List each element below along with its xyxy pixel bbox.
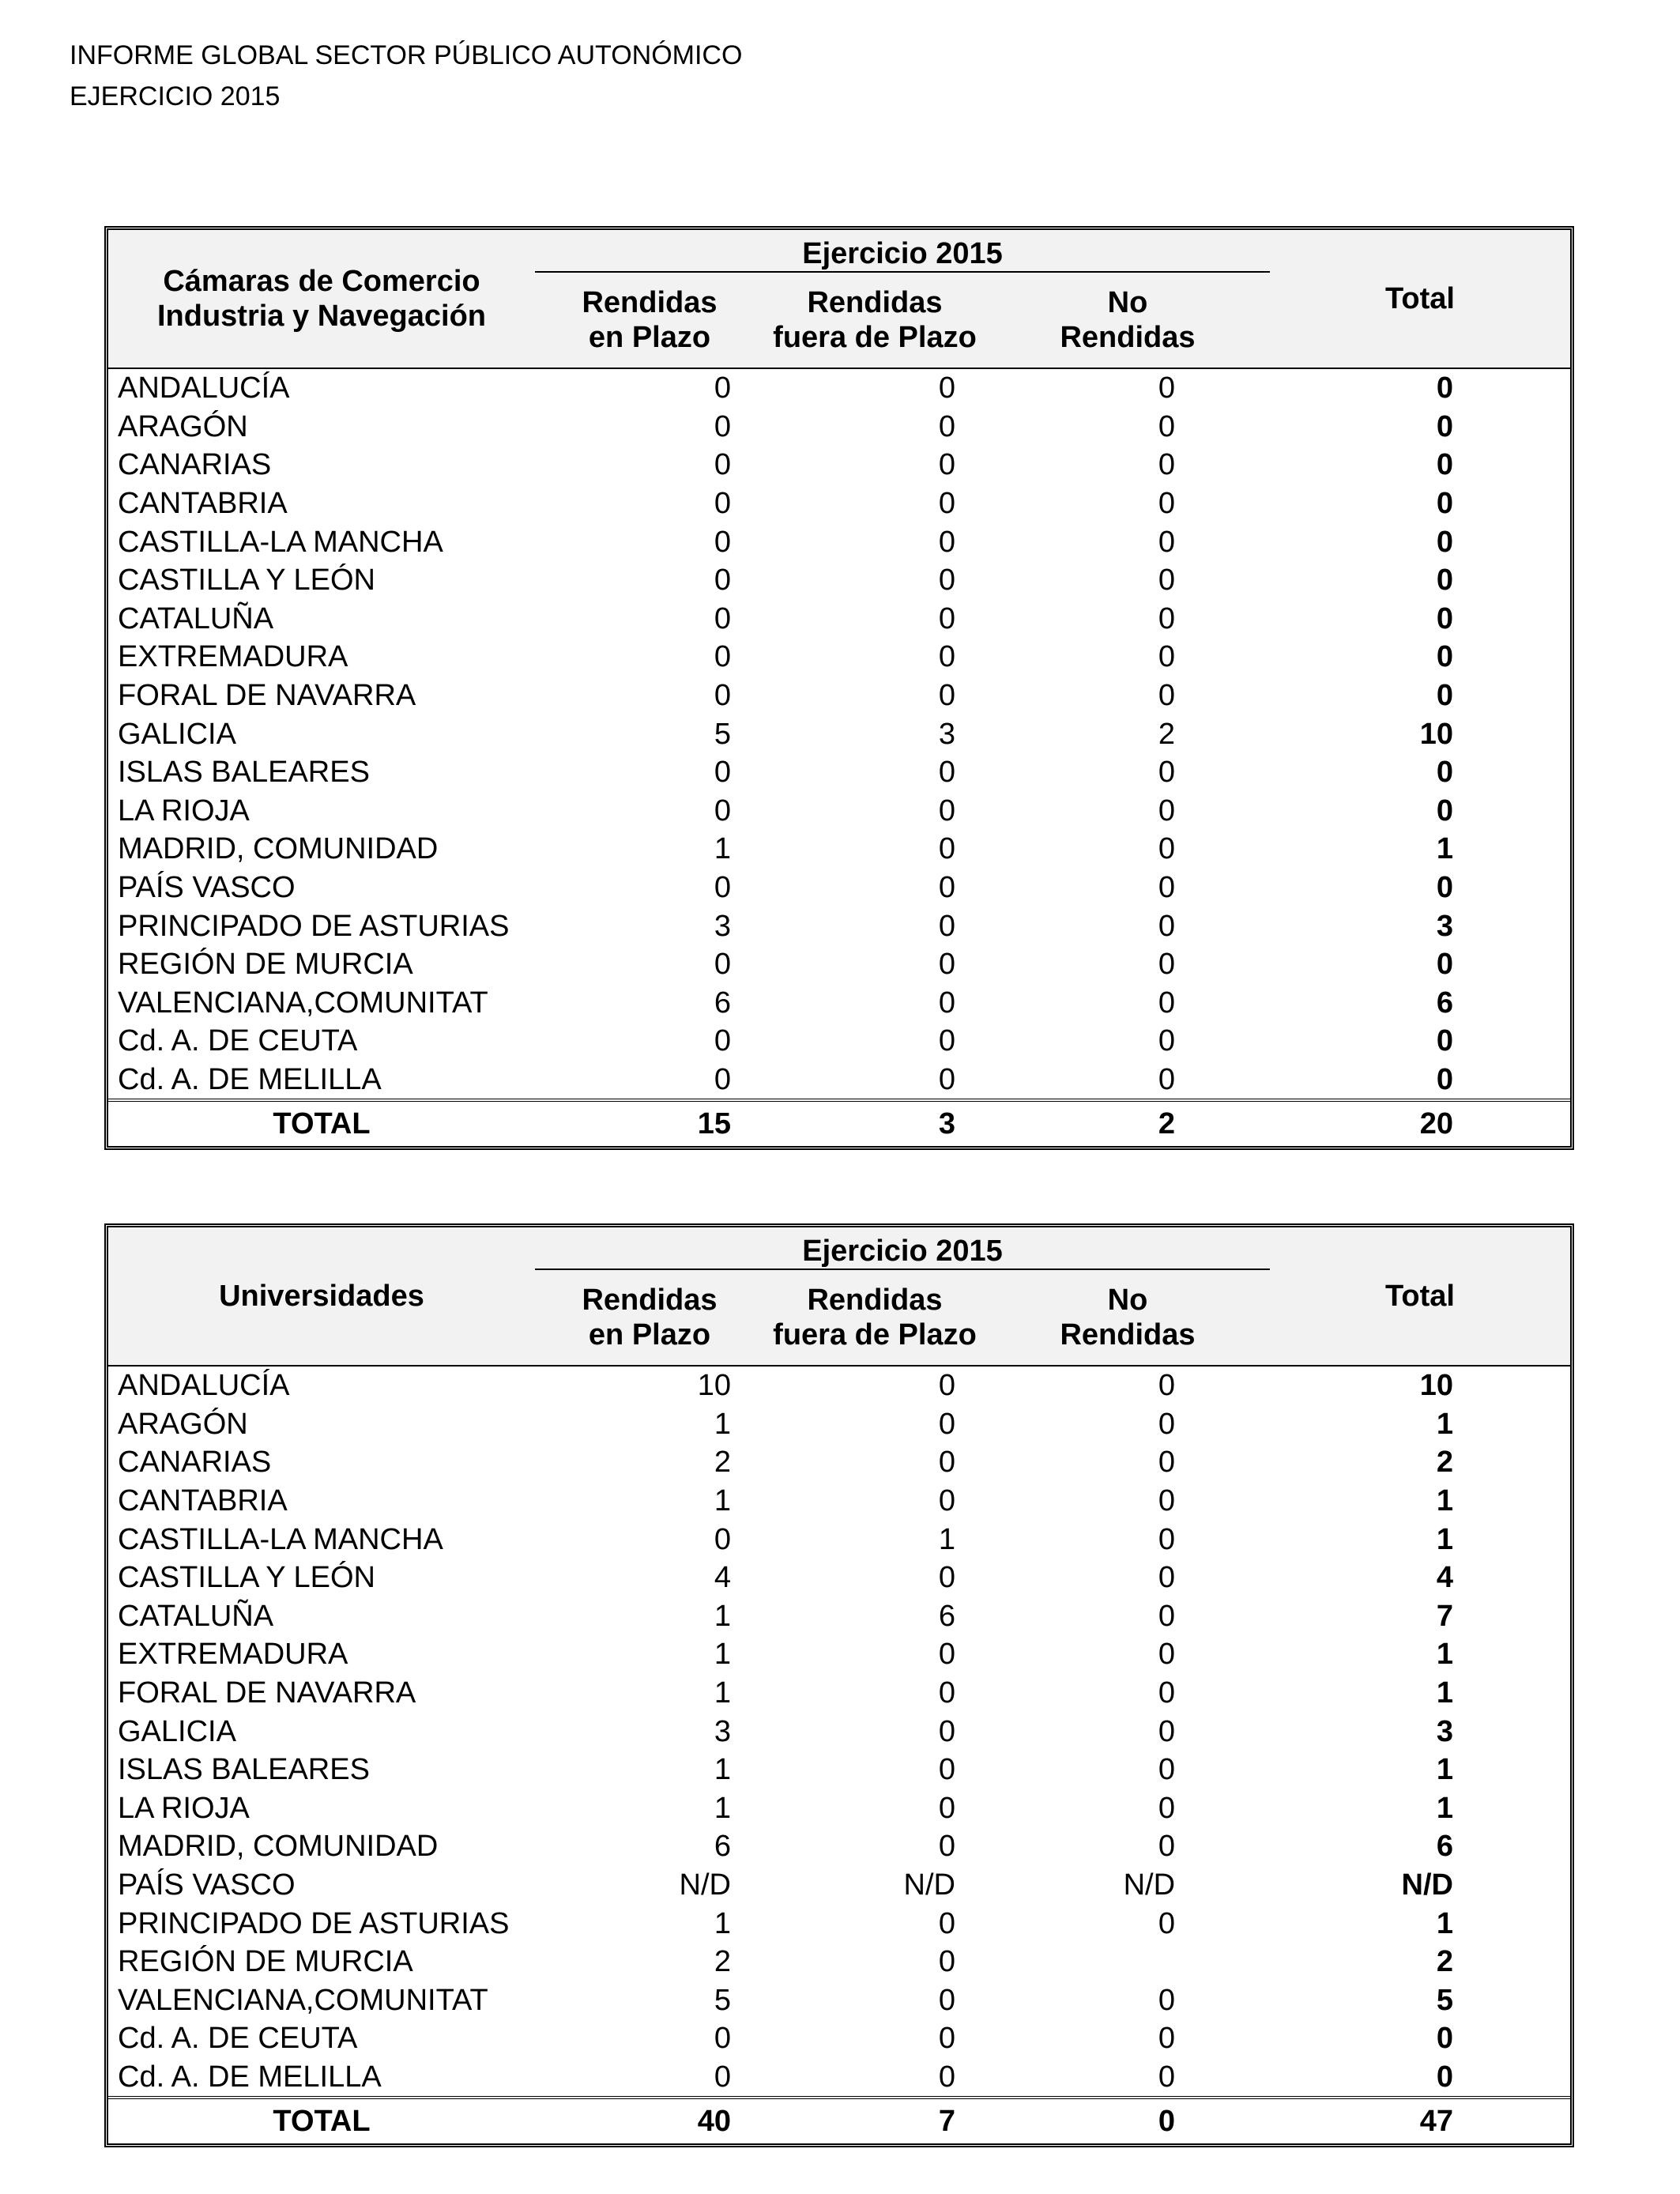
no-rendidas-cell: 0	[1158, 679, 1176, 713]
total-cell: N/D	[1401, 1868, 1453, 1902]
total-cell: 1	[1436, 1522, 1453, 1556]
fuera-plazo-cell: 0	[938, 986, 955, 1020]
total-cell: 0	[1436, 1024, 1453, 1058]
no-rendidas-cell: 2	[1158, 717, 1176, 751]
corner-header: Universidades	[108, 1227, 535, 1366]
group-header: Ejercicio 2015	[535, 230, 1270, 272]
region-name-cell: ANDALUCÍA	[118, 371, 290, 405]
no-rendidas-cell: 0	[1158, 1791, 1176, 1825]
en-plazo-cell: 1	[714, 832, 731, 866]
en-plazo-cell: 0	[714, 756, 731, 790]
en-plazo-cell: 3	[714, 909, 731, 943]
fuera-plazo-cell: 0	[938, 1945, 955, 1979]
table-row	[108, 1635, 1570, 1674]
no-rendidas-cell: 0	[1158, 1561, 1176, 1595]
no-rendidas-cell: 2	[985, 1100, 1270, 1146]
region-name-cell: GALICIA	[118, 1714, 236, 1748]
table-row	[108, 945, 1570, 984]
region-name-cell: CASTILLA Y LEÓN	[118, 1561, 375, 1595]
fuera-plazo-cell: 0	[938, 1407, 955, 1441]
fuera-plazo-cell: 0	[938, 1484, 955, 1518]
col-header-fuera-plazo: Rendidas fuera de Plazo	[764, 272, 985, 368]
en-plazo-cell: 3	[714, 1714, 731, 1748]
fuera-plazo-cell: 0	[938, 2022, 955, 2056]
fuera-plazo-cell: 0	[938, 1714, 955, 1748]
fuera-plazo-cell: 0	[938, 832, 955, 866]
report-title: INFORME GLOBAL SECTOR PÚBLICO AUTONÓMICO	[70, 40, 743, 70]
no-rendidas-cell: 0	[1158, 371, 1176, 405]
no-rendidas-cell: 0	[1158, 1906, 1176, 1940]
camaras-table	[108, 230, 1570, 1146]
table-row	[108, 792, 1570, 831]
region-name-cell: PRINCIPADO DE ASTURIAS	[118, 909, 510, 943]
table-row	[108, 1482, 1570, 1521]
table-row	[108, 2019, 1570, 2058]
fuera-plazo-cell: 0	[938, 1638, 955, 1672]
en-plazo-cell: 15	[535, 1100, 764, 1146]
en-plazo-cell: 0	[714, 448, 731, 482]
fuera-plazo-cell: 0	[938, 371, 955, 405]
total-cell: 47	[1270, 2098, 1570, 2143]
no-rendidas-cell: 0	[1158, 409, 1176, 443]
region-name-cell: REGIÓN DE MURCIA	[118, 948, 413, 982]
region-name-cell: EXTREMADURA	[118, 1638, 348, 1672]
document-header	[70, 35, 742, 117]
total-cell: 10	[1419, 717, 1453, 751]
fuera-plazo-cell: 0	[938, 525, 955, 559]
table-row	[108, 1981, 1570, 2020]
en-plazo-cell: 1	[714, 1484, 731, 1518]
total-row	[108, 2098, 1570, 2143]
region-name-cell: ANDALUCÍA	[118, 1369, 290, 1403]
total-cell: 0	[1436, 487, 1453, 521]
region-name-cell: PRINCIPADO DE ASTURIAS	[118, 1906, 510, 1940]
fuera-plazo-cell: 0	[938, 794, 955, 827]
region-name-cell: FORAL DE NAVARRA	[118, 679, 416, 713]
total-cell: 0	[1436, 2060, 1453, 2094]
no-rendidas-cell: 0	[1158, 1676, 1176, 1710]
total-cell: 1	[1436, 1407, 1453, 1441]
no-rendidas-cell: 0	[1158, 640, 1176, 674]
en-plazo-cell: 2	[714, 1446, 731, 1480]
total-cell: 1	[1436, 1638, 1453, 1672]
en-plazo-cell: N/D	[679, 1868, 731, 1902]
en-plazo-cell: 0	[714, 2022, 731, 2056]
en-plazo-cell: 5	[714, 1983, 731, 2017]
no-rendidas-cell: 0	[1158, 1369, 1176, 1403]
fuera-plazo-cell: 0	[938, 1753, 955, 1787]
en-plazo-cell: 0	[714, 601, 731, 635]
fuera-plazo-cell: 0	[938, 2060, 955, 2094]
table-row	[108, 907, 1570, 945]
table-row	[108, 830, 1570, 869]
en-plazo-cell: 2	[714, 1945, 731, 1979]
fuera-plazo-cell: 3	[764, 1100, 985, 1146]
region-name-cell: LA RIOJA	[118, 794, 250, 827]
no-rendidas-cell: 0	[1158, 525, 1176, 559]
region-name-cell: PAÍS VASCO	[118, 871, 296, 905]
total-cell: 0	[1436, 640, 1453, 674]
table-row	[108, 1943, 1570, 1981]
en-plazo-cell: 0	[714, 640, 731, 674]
fuera-plazo-cell: 0	[938, 1024, 955, 1058]
no-rendidas-cell: 0	[1158, 2022, 1176, 2056]
table-row	[108, 1559, 1570, 1597]
region-name-cell: Cd. A. DE CEUTA	[118, 1024, 358, 1058]
total-cell: 0	[1436, 525, 1453, 559]
total-cell: 0	[1436, 448, 1453, 482]
table-row	[108, 368, 1570, 408]
table-row	[108, 1366, 1570, 1405]
table-row	[108, 1904, 1570, 1943]
en-plazo-cell: 0	[714, 794, 731, 827]
table-row	[108, 1405, 1570, 1444]
col-header-en-plazo: Rendidas en Plazo	[535, 1269, 764, 1366]
table-row	[108, 1061, 1570, 1101]
total-cell: 6	[1436, 1830, 1453, 1864]
total-header: Total	[1270, 230, 1570, 368]
no-rendidas-cell: 0	[1158, 1407, 1176, 1441]
table-row	[108, 1789, 1570, 1828]
total-cell: 10	[1419, 1369, 1453, 1403]
region-name-cell: CATALUÑA	[118, 601, 274, 635]
table-row	[108, 2058, 1570, 2098]
en-plazo-cell: 1	[714, 1906, 731, 1940]
fuera-plazo-cell: 0	[938, 1791, 955, 1825]
fuera-plazo-cell: 0	[938, 1830, 955, 1864]
en-plazo-cell: 1	[714, 1753, 731, 1787]
total-cell: 6	[1436, 986, 1453, 1020]
total-cell: 3	[1436, 909, 1453, 943]
region-name-cell: EXTREMADURA	[118, 640, 348, 674]
camaras-table-frame	[104, 226, 1574, 1150]
region-name-cell: Cd. A. DE MELILLA	[118, 1062, 382, 1096]
region-name-cell: ARAGÓN	[118, 409, 248, 443]
total-cell: 0	[1436, 564, 1453, 598]
report-year: EJERCICIO 2015	[70, 81, 281, 111]
total-cell: 2	[1436, 1446, 1453, 1480]
fuera-plazo-cell: 0	[938, 409, 955, 443]
en-plazo-cell: 4	[714, 1561, 731, 1595]
region-name-cell: ISLAS BALEARES	[118, 756, 370, 790]
region-name-cell: CANARIAS	[118, 1446, 272, 1480]
group-header: Ejercicio 2015	[535, 1227, 1270, 1269]
en-plazo-cell: 1	[714, 1407, 731, 1441]
region-name-cell: CASTILLA Y LEÓN	[118, 564, 375, 598]
total-cell: 1	[1436, 832, 1453, 866]
no-rendidas-cell: 0	[1158, 948, 1176, 982]
no-rendidas-cell: 0	[1158, 1983, 1176, 2017]
total-header: Total	[1270, 1227, 1570, 1366]
fuera-plazo-cell: N/D	[903, 1868, 955, 1902]
no-rendidas-cell: 0	[1158, 794, 1176, 827]
no-rendidas-cell: N/D	[1123, 1868, 1176, 1902]
table-row	[108, 1866, 1570, 1905]
no-rendidas-cell: 0	[1158, 448, 1176, 482]
corner-header: Cámaras de Comercio Industria y Navegación	[108, 230, 535, 368]
total-cell: 0	[1436, 794, 1453, 827]
table-row	[108, 869, 1570, 907]
universidades-table-frame	[104, 1223, 1574, 2147]
col-header-en-plazo: Rendidas en Plazo	[535, 272, 764, 368]
fuera-plazo-cell: 0	[938, 1561, 955, 1595]
region-name-cell: VALENCIANA,COMUNITAT	[118, 1983, 488, 2017]
col-header-no-rendidas: No Rendidas	[985, 1269, 1270, 1366]
fuera-plazo-cell: 0	[938, 909, 955, 943]
no-rendidas-cell: 0	[1158, 1062, 1176, 1096]
no-rendidas-cell: 0	[1158, 1446, 1176, 1480]
total-label: TOTAL	[108, 1100, 535, 1146]
region-name-cell: FORAL DE NAVARRA	[118, 1676, 416, 1710]
fuera-plazo-cell: 3	[938, 717, 955, 751]
table-row	[108, 446, 1570, 484]
fuera-plazo-cell: 7	[764, 2098, 985, 2143]
region-name-cell: VALENCIANA,COMUNITAT	[118, 986, 488, 1020]
total-cell: 1	[1436, 1791, 1453, 1825]
en-plazo-cell: 1	[714, 1791, 731, 1825]
total-cell: 7	[1436, 1599, 1453, 1633]
total-cell: 0	[1436, 601, 1453, 635]
fuera-plazo-cell: 0	[938, 601, 955, 635]
no-rendidas-cell: 0	[985, 2098, 1270, 2143]
en-plazo-cell: 0	[714, 487, 731, 521]
table-row	[108, 984, 1570, 1023]
total-cell: 0	[1436, 871, 1453, 905]
en-plazo-cell: 1	[714, 1599, 731, 1633]
table-row	[108, 1674, 1570, 1713]
region-name-cell: ARAGÓN	[118, 1407, 248, 1441]
table-row	[108, 753, 1570, 792]
no-rendidas-cell: 0	[1158, 1830, 1176, 1864]
no-rendidas-cell: 0	[1158, 487, 1176, 521]
col-header-no-rendidas: No Rendidas	[985, 272, 1270, 368]
col-header-fuera-plazo: Rendidas fuera de Plazo	[764, 1269, 985, 1366]
fuera-plazo-cell: 0	[938, 1369, 955, 1403]
en-plazo-cell: 0	[714, 1024, 731, 1058]
fuera-plazo-cell: 0	[938, 564, 955, 598]
table-row	[108, 677, 1570, 715]
table-row	[108, 1712, 1570, 1751]
table-body	[108, 368, 1570, 1100]
en-plazo-cell: 0	[714, 371, 731, 405]
no-rendidas-cell: 0	[1158, 832, 1176, 866]
no-rendidas-cell: 0	[1158, 1024, 1176, 1058]
en-plazo-cell: 1	[714, 1676, 731, 1710]
total-cell: 2	[1436, 1945, 1453, 1979]
fuera-plazo-cell: 0	[938, 1676, 955, 1710]
no-rendidas-cell: 0	[1158, 986, 1176, 1020]
table-row	[108, 600, 1570, 639]
no-rendidas-cell: 0	[1158, 1599, 1176, 1633]
en-plazo-cell: 40	[535, 2098, 764, 2143]
region-name-cell: GALICIA	[118, 717, 236, 751]
fuera-plazo-cell: 0	[938, 1983, 955, 2017]
region-name-cell: LA RIOJA	[118, 1791, 250, 1825]
total-cell: 4	[1436, 1561, 1453, 1595]
region-name-cell: Cd. A. DE MELILLA	[118, 2060, 382, 2094]
en-plazo-cell: 0	[714, 409, 731, 443]
fuera-plazo-cell: 0	[938, 871, 955, 905]
en-plazo-cell: 5	[714, 717, 731, 751]
fuera-plazo-cell: 0	[938, 448, 955, 482]
table-row	[108, 1751, 1570, 1789]
fuera-plazo-cell: 0	[938, 1446, 955, 1480]
total-cell: 0	[1436, 948, 1453, 982]
total-cell: 3	[1436, 1714, 1453, 1748]
region-name-cell: PAÍS VASCO	[118, 1868, 296, 1902]
no-rendidas-cell: 0	[1158, 564, 1176, 598]
en-plazo-cell: 0	[714, 2060, 731, 2094]
total-cell: 20	[1270, 1100, 1570, 1146]
table-row	[108, 1022, 1570, 1061]
table-row	[108, 714, 1570, 753]
table-body	[108, 1366, 1570, 2098]
no-rendidas-cell: 0	[1158, 1638, 1176, 1672]
fuera-plazo-cell: 6	[938, 1599, 955, 1633]
fuera-plazo-cell: 0	[938, 679, 955, 713]
table-row	[108, 1827, 1570, 1866]
fuera-plazo-cell: 0	[938, 756, 955, 790]
table-row	[108, 1443, 1570, 1482]
total-cell: 1	[1436, 1484, 1453, 1518]
total-cell: 0	[1436, 371, 1453, 405]
total-cell: 0	[1436, 2022, 1453, 2056]
region-name-cell: MADRID, COMUNIDAD	[118, 1830, 439, 1864]
en-plazo-cell: 10	[697, 1369, 731, 1403]
no-rendidas-cell: 0	[1158, 601, 1176, 635]
region-name-cell: CANTABRIA	[118, 487, 288, 521]
fuera-plazo-cell: 1	[938, 1522, 955, 1556]
region-name-cell: CASTILLA-LA MANCHA	[118, 525, 443, 559]
en-plazo-cell: 0	[714, 871, 731, 905]
fuera-plazo-cell: 0	[938, 1906, 955, 1940]
total-cell: 1	[1436, 1753, 1453, 1787]
en-plazo-cell: 0	[714, 948, 731, 982]
no-rendidas-cell: 0	[1158, 756, 1176, 790]
no-rendidas-cell: 0	[1158, 909, 1176, 943]
table-footer	[108, 2098, 1570, 2143]
total-label: TOTAL	[108, 2098, 535, 2143]
table-row	[108, 408, 1570, 447]
fuera-plazo-cell: 0	[938, 487, 955, 521]
table-row	[108, 638, 1570, 677]
en-plazo-cell: 0	[714, 564, 731, 598]
region-name-cell: ISLAS BALEARES	[118, 1753, 370, 1787]
no-rendidas-cell: 0	[1158, 1714, 1176, 1748]
universidades-table	[108, 1227, 1570, 2143]
table-row	[108, 522, 1570, 561]
fuera-plazo-cell: 0	[938, 948, 955, 982]
table-row	[108, 1597, 1570, 1636]
table-row	[108, 484, 1570, 523]
no-rendidas-cell	[985, 1943, 1270, 1981]
no-rendidas-cell: 0	[1158, 1753, 1176, 1787]
en-plazo-cell: 0	[714, 679, 731, 713]
total-cell: 0	[1436, 409, 1453, 443]
en-plazo-cell: 0	[714, 525, 731, 559]
total-cell: 0	[1436, 1062, 1453, 1096]
no-rendidas-cell: 0	[1158, 871, 1176, 905]
fuera-plazo-cell: 0	[938, 640, 955, 674]
table-footer	[108, 1100, 1570, 1146]
en-plazo-cell: 0	[714, 1522, 731, 1556]
total-cell: 0	[1436, 756, 1453, 790]
table-row	[108, 561, 1570, 600]
total-cell: 5	[1436, 1983, 1453, 2017]
region-name-cell: Cd. A. DE CEUTA	[118, 2022, 358, 2056]
region-name-cell: MADRID, COMUNIDAD	[118, 832, 439, 866]
total-cell: 0	[1436, 679, 1453, 713]
no-rendidas-cell: 0	[1158, 1484, 1176, 1518]
region-name-cell: CANTABRIA	[118, 1484, 288, 1518]
region-name-cell: CASTILLA-LA MANCHA	[118, 1522, 443, 1556]
fuera-plazo-cell: 0	[938, 1062, 955, 1096]
total-cell: 1	[1436, 1676, 1453, 1710]
no-rendidas-cell: 0	[1158, 2060, 1176, 2094]
en-plazo-cell: 0	[714, 1062, 731, 1096]
total-cell: 1	[1436, 1906, 1453, 1940]
region-name-cell: CATALUÑA	[118, 1599, 274, 1633]
en-plazo-cell: 1	[714, 1638, 731, 1672]
no-rendidas-cell: 0	[1158, 1522, 1176, 1556]
en-plazo-cell: 6	[714, 986, 731, 1020]
total-row	[108, 1100, 1570, 1146]
region-name-cell: CANARIAS	[118, 448, 272, 482]
table-row	[108, 1520, 1570, 1559]
region-name-cell: REGIÓN DE MURCIA	[118, 1945, 413, 1979]
en-plazo-cell: 6	[714, 1830, 731, 1864]
